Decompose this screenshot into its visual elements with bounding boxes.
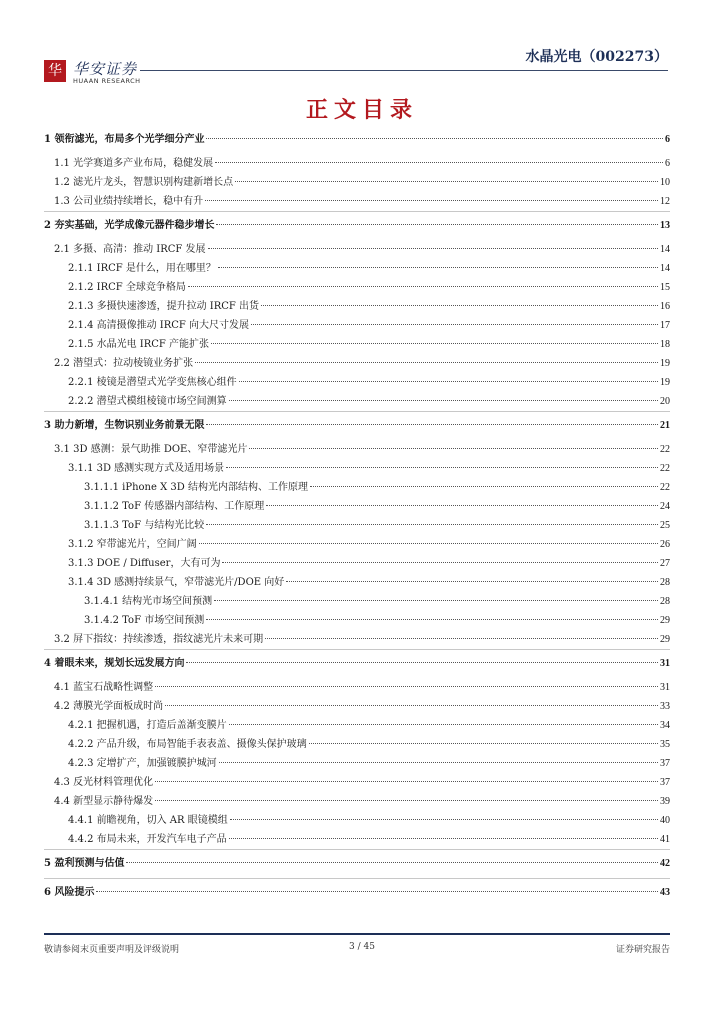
- toc-leader-dots: [251, 324, 658, 325]
- toc-section-divider: [44, 211, 670, 212]
- toc-entry-page: 19: [660, 358, 670, 369]
- toc-leader-dots: [155, 686, 658, 687]
- toc-entry[interactable]: [44, 556, 670, 572]
- toc-entry-page: 16: [660, 301, 670, 312]
- toc-entry[interactable]: [44, 194, 670, 210]
- toc-entry[interactable]: [44, 356, 670, 372]
- toc-leader-dots: [265, 638, 658, 639]
- toc-entry-label: 4.4 新型显示静待爆发: [54, 796, 154, 807]
- toc-entry[interactable]: [44, 594, 670, 610]
- toc-entry-label: 4.2.2 产品升级，布局智能手表表盖、摄像头保护玻璃: [68, 739, 307, 750]
- toc-leader-dots: [96, 891, 658, 892]
- toc-entry-page: 22: [660, 463, 670, 474]
- toc-entry-label: 3.1.4.1 结构光市场空间预测: [84, 596, 213, 607]
- toc-entry-page: 40: [660, 815, 670, 826]
- toc-entry-page: 22: [660, 444, 670, 455]
- toc-entry-page: 31: [660, 682, 670, 693]
- header-divider: [140, 70, 668, 71]
- toc-entry-page: 34: [660, 720, 670, 731]
- toc-entry-label: 2.1.1 IRCF 是什么，用在哪里？: [68, 263, 216, 274]
- toc-entry[interactable]: [44, 318, 670, 334]
- toc-entry-page: 12: [660, 196, 670, 207]
- toc-entry-label: 6 风险提示: [44, 887, 95, 898]
- toc-entry[interactable]: [44, 394, 670, 410]
- toc-entry-label: 4.2.1 把握机遇，打造后盖渐变膜片: [68, 720, 227, 731]
- toc-entry-label: 4.4.1 前瞻视角，切入 AR 眼镜模组: [68, 815, 228, 826]
- toc-leader-dots: [205, 200, 658, 201]
- toc-leader-dots: [218, 267, 658, 268]
- footer-report-type: 证券研究报告: [615, 945, 670, 955]
- toc-entry-label: 3.1.4 3D 感测持续景气，窄带滤光片/DOE 向好: [68, 577, 285, 588]
- toc-entry[interactable]: [44, 775, 670, 791]
- toc-entry-page: 20: [660, 396, 670, 407]
- toc-entry[interactable]: [44, 261, 670, 277]
- toc-entry[interactable]: [44, 242, 670, 258]
- toc-entry-page: 29: [660, 615, 670, 626]
- toc-entry[interactable]: [44, 856, 670, 872]
- toc-entry-page: 21: [660, 420, 670, 431]
- toc-entry[interactable]: [44, 337, 670, 353]
- toc-entry-label: 4.4.2 布局未来，开发汽车电子产品: [68, 834, 227, 845]
- toc-leader-dots: [165, 705, 658, 706]
- toc-entry-label: 2.1 多摄、高清：推动 IRCF 发展: [54, 244, 206, 255]
- toc-entry-page: 19: [660, 377, 670, 388]
- toc-leader-dots: [222, 562, 658, 563]
- footer-disclaimer: 敬请参阅末页重要声明及评级说明: [44, 945, 180, 955]
- toc-section-divider: [44, 849, 670, 850]
- toc-entry-label: 1 领衔滤光，布局多个光学细分产业: [44, 134, 205, 145]
- toc-leader-dots: [155, 800, 658, 801]
- toc-entry-label: 1.1 光学赛道多产业布局，稳健发展: [54, 158, 214, 169]
- toc-entry-label: 3.2 屏下指纹：持续渗透，指纹滤光片未来可期: [54, 634, 264, 645]
- toc-entry-page: 10: [660, 177, 670, 188]
- toc-leader-dots: [286, 581, 658, 582]
- toc-leader-dots: [214, 600, 658, 601]
- toc-entry[interactable]: [44, 375, 670, 391]
- toc-leader-dots: [229, 838, 658, 839]
- toc-entry-label: 3.1 3D 感测：景气助推 DOE、窄带滤光片: [54, 444, 248, 455]
- toc-entry-page: 42: [660, 858, 670, 869]
- toc-leader-dots: [229, 400, 658, 401]
- toc-entry-page: 29: [660, 634, 670, 645]
- toc-entry-page: 41: [660, 834, 670, 845]
- toc-entry[interactable]: [44, 656, 670, 672]
- toc-entry[interactable]: [44, 885, 670, 901]
- toc-entry[interactable]: [44, 461, 670, 477]
- toc-entry-page: 17: [660, 320, 670, 331]
- toc-entry-label: 2.2.1 棱镜是潜望式光学变焦核心组件: [68, 377, 237, 388]
- toc-entry-page: 14: [660, 263, 670, 274]
- toc-entry-label: 3.1.2 窄带滤光片，空间广阔: [68, 539, 197, 550]
- toc-entry[interactable]: [44, 499, 670, 515]
- toc-leader-dots: [199, 543, 658, 544]
- page-header: [0, 0, 724, 85]
- toc-entry-page: 6: [665, 158, 670, 169]
- toc-entry-page: 31: [660, 658, 670, 669]
- toc-entry[interactable]: [44, 632, 670, 648]
- toc-entry[interactable]: [44, 680, 670, 696]
- toc-entry[interactable]: [44, 280, 670, 296]
- toc-entry[interactable]: [44, 718, 670, 734]
- toc-leader-dots: [249, 448, 658, 449]
- toc-entry-page: 37: [660, 758, 670, 769]
- toc-entry[interactable]: [44, 737, 670, 753]
- toc-entry[interactable]: [44, 418, 670, 434]
- toc-entry-label: 3 助力新增，生物识别业务前景无限: [44, 420, 205, 431]
- toc-leader-dots: [126, 862, 658, 863]
- toc-entry-page: 24: [660, 501, 670, 512]
- toc-entry[interactable]: [44, 175, 670, 191]
- toc-entry-page: 27: [660, 558, 670, 569]
- toc-entry-label: 4.2.3 定增扩产，加强镀膜护城河: [68, 758, 217, 769]
- toc-entry-page: 37: [660, 777, 670, 788]
- toc-entry[interactable]: [44, 442, 670, 458]
- toc-leader-dots: [216, 224, 658, 225]
- toc-leader-dots: [230, 819, 658, 820]
- toc-entry[interactable]: [44, 299, 670, 315]
- toc-entry-label: 4 着眼未来，规划长远发展方向: [44, 658, 185, 669]
- toc-entry-page: 39: [660, 796, 670, 807]
- toc-leader-dots: [261, 305, 658, 306]
- company-ticker: 水晶光电（002273）: [525, 49, 668, 65]
- toc-entry[interactable]: [44, 518, 670, 534]
- toc-entry-label: 2.2 潜望式：拉动棱镜业务扩张: [54, 358, 194, 369]
- toc-entry-page: 33: [660, 701, 670, 712]
- toc-leader-dots: [211, 343, 658, 344]
- toc-leader-dots: [208, 248, 658, 249]
- toc-section-divider: [44, 878, 670, 879]
- toc-entry[interactable]: [44, 132, 670, 148]
- toc-entry-page: 28: [660, 596, 670, 607]
- toc-leader-dots: [219, 762, 658, 763]
- toc-entry-label: 4.2 薄膜光学面板成时尚: [54, 701, 164, 712]
- toc-entry[interactable]: [44, 613, 670, 629]
- toc-entry-page: 28: [660, 577, 670, 588]
- toc-entry[interactable]: [44, 480, 670, 496]
- toc-entry-page: 35: [660, 739, 670, 750]
- toc-entry[interactable]: [44, 699, 670, 715]
- toc-leader-dots: [195, 362, 658, 363]
- logo-icon: 华: [44, 60, 66, 82]
- toc-entry-label: 1.2 滤光片龙头，智慧识别构建新增长点: [54, 177, 234, 188]
- toc-entry-label: 2.1.4 高清摄像推动 IRCF 向大尺寸发展: [68, 320, 250, 331]
- toc-entry[interactable]: [44, 156, 670, 172]
- toc-entry-label: 3.1.4.2 ToF 市场空间预测: [84, 615, 205, 626]
- toc-leader-dots: [239, 381, 658, 382]
- toc-leader-dots: [188, 286, 658, 287]
- toc-entry-page: 15: [660, 282, 670, 293]
- toc-entry-page: 13: [660, 220, 670, 231]
- toc-entry-label: 2 夯实基础，光学成像元器件稳步增长: [44, 220, 215, 231]
- toc-entry-page: 18: [660, 339, 670, 350]
- toc-entry-label: 4.1 蓝宝石战略性调整: [54, 682, 154, 693]
- toc-leader-dots: [206, 138, 663, 139]
- toc-entry-label: 3.1.1.2 ToF 传感器内部结构、工作原理: [84, 501, 265, 512]
- toc-leader-dots: [309, 743, 658, 744]
- toc-entry-label: 2.1.5 水晶光电 IRCF 产能扩张: [68, 339, 210, 350]
- toc-entry-label: 5 盈利预测与估值: [44, 858, 125, 869]
- toc-entry[interactable]: [44, 575, 670, 591]
- toc-entry-page: 6: [665, 134, 670, 145]
- toc-entry[interactable]: [44, 832, 670, 848]
- toc-entry-label: 3.1.3 DOE / Diffuser，大有可为: [68, 558, 221, 569]
- toc-entry-page: 22: [660, 482, 670, 493]
- toc-leader-dots: [226, 467, 658, 468]
- toc-entry-label: 2.1.2 IRCF 全球竞争格局: [68, 282, 186, 293]
- toc-entry-label: 1.3 公司业绩持续增长，稳中有升: [54, 196, 204, 207]
- logo-english: HUAAN RESEARCH: [73, 77, 141, 85]
- toc-leader-dots: [215, 162, 663, 163]
- toc-entry-label: 2.1.3 多摄快速渗透，提升拉动 IRCF 出货: [68, 301, 260, 312]
- logo-name: 华安证券: [73, 60, 138, 78]
- toc-entry-label: 2.2.2 潜望式模组棱镜市场空间测算: [68, 396, 227, 407]
- toc-entry[interactable]: [44, 756, 670, 772]
- toc-entry[interactable]: [44, 537, 670, 553]
- toc-entry-label: 4.3 反光材料管理优化: [54, 777, 154, 788]
- toc-section-divider: [44, 649, 670, 650]
- toc-entry-page: 25: [660, 520, 670, 531]
- toc-section-divider: [44, 411, 670, 412]
- toc-leader-dots: [310, 486, 658, 487]
- toc-entry-page: 14: [660, 244, 670, 255]
- toc-leader-dots: [155, 781, 658, 782]
- toc-entry[interactable]: [44, 794, 670, 810]
- footer-divider: [44, 933, 670, 935]
- page-title: 正文目录: [305, 97, 418, 123]
- toc-entry-page: 43: [660, 887, 670, 898]
- toc-leader-dots: [266, 505, 658, 506]
- toc-leader-dots: [229, 724, 658, 725]
- toc-entry-label: 3.1.1.1 iPhone X 3D 结构光内部结构、工作原理: [84, 482, 308, 493]
- toc-leader-dots: [206, 619, 658, 620]
- toc-entry-label: 3.1.1.3 ToF 与结构光比较: [84, 520, 205, 531]
- page-number: 3 / 45: [349, 942, 375, 952]
- toc-entry[interactable]: [44, 813, 670, 829]
- toc-leader-dots: [206, 524, 658, 525]
- toc-entry[interactable]: [44, 218, 670, 234]
- toc-entry-page: 26: [660, 539, 670, 550]
- toc-leader-dots: [186, 662, 658, 663]
- toc-entry-label: 3.1.1 3D 感测实现方式及适用场景: [68, 463, 225, 474]
- toc-leader-dots: [206, 424, 658, 425]
- toc-leader-dots: [235, 181, 658, 182]
